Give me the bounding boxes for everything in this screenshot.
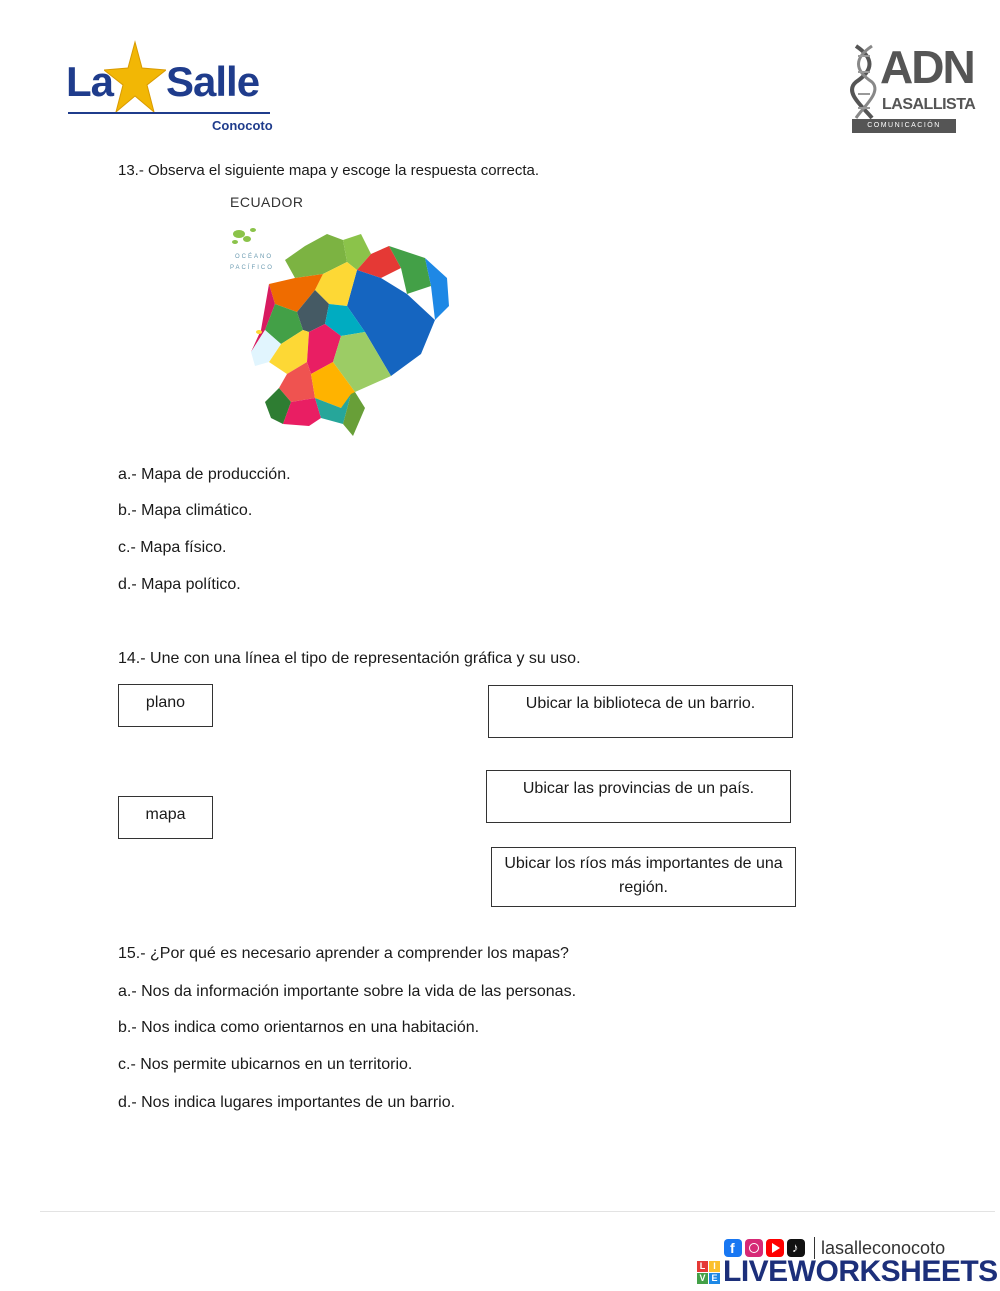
q15-option-b: b.- Nos indica como orientarnos en una habitación. xyxy=(118,1019,480,1036)
adn-tagline: COMUNICACIÓN xyxy=(867,122,941,129)
live-letter-v: V xyxy=(697,1273,708,1284)
liveworksheets-wordmark[interactable]: LIVEWORKSHEETS xyxy=(723,1255,998,1288)
q14-title: 14.- Une con una línea el tipo de representación gráfica y su uso. xyxy=(118,650,581,667)
liveworksheets-logo xyxy=(697,1256,998,1288)
q13-option-d: d.- Mapa político. xyxy=(118,576,241,593)
map-graphic xyxy=(225,212,455,437)
q13-title: 13.- Observa el siguiente mapa y escoge la respuesta correcta. xyxy=(118,162,540,179)
match-right-rios[interactable]: Ubicar los ríos más importantes de una región. xyxy=(491,847,796,907)
adn-title: ADN xyxy=(880,41,974,93)
q13-option-c: c.- Mapa físico. xyxy=(118,539,227,556)
live-letter-grid xyxy=(697,1261,720,1284)
lasalle-logo xyxy=(66,40,276,135)
adn-logo xyxy=(850,41,976,136)
logo-word-la: La xyxy=(66,58,114,105)
match-right-provincias[interactable]: Ubicar las provincias de un país. xyxy=(486,770,791,823)
tiktok-icon[interactable]: ♪ xyxy=(787,1239,805,1257)
q15-option-c: c.- Nos permite ubicarnos en un territorio. xyxy=(118,1056,413,1073)
galapagos-islands xyxy=(232,228,256,244)
adn-tagline-bar xyxy=(852,119,956,133)
ecuador-map xyxy=(225,192,455,437)
live-letter-l: L xyxy=(697,1261,708,1272)
q15-title: 15.- ¿Por qué es necesario aprender a comprender los mapas? xyxy=(118,945,569,962)
ocean-label-2: PACÍFICO xyxy=(230,265,274,271)
match-left-mapa[interactable]: mapa xyxy=(118,796,213,839)
q15-option-d: d.- Nos indica lugares importantes de un barrio. xyxy=(118,1094,456,1111)
map-title: ECUADOR xyxy=(230,194,304,210)
q15-option-a: a.- Nos da información importante sobre la vida de las personas. xyxy=(118,983,577,1000)
adn-subtitle: LASALLISTA xyxy=(882,96,976,113)
q13-option-b: b.- Mapa climático. xyxy=(118,502,253,519)
footer-divider xyxy=(40,1211,995,1212)
logo-subtitle: Conocoto xyxy=(212,118,273,133)
match-left-plano[interactable]: plano xyxy=(118,684,213,727)
q13-option-a: a.- Mapa de producción. xyxy=(118,466,291,483)
social-handle[interactable]: lasalleconocoto xyxy=(821,1237,946,1258)
star-icon xyxy=(104,40,166,120)
live-letter-i: I xyxy=(709,1261,720,1272)
logo-underline xyxy=(68,112,270,114)
live-letter-e: E xyxy=(709,1273,720,1284)
logo-word-salle: Salle xyxy=(166,58,260,105)
ocean-label-1: OCÉANO xyxy=(235,254,274,260)
facebook-icon[interactable]: f xyxy=(724,1239,742,1257)
dna-icon xyxy=(850,44,880,120)
match-right-biblioteca[interactable]: Ubicar la biblioteca de un barrio. xyxy=(488,685,793,738)
